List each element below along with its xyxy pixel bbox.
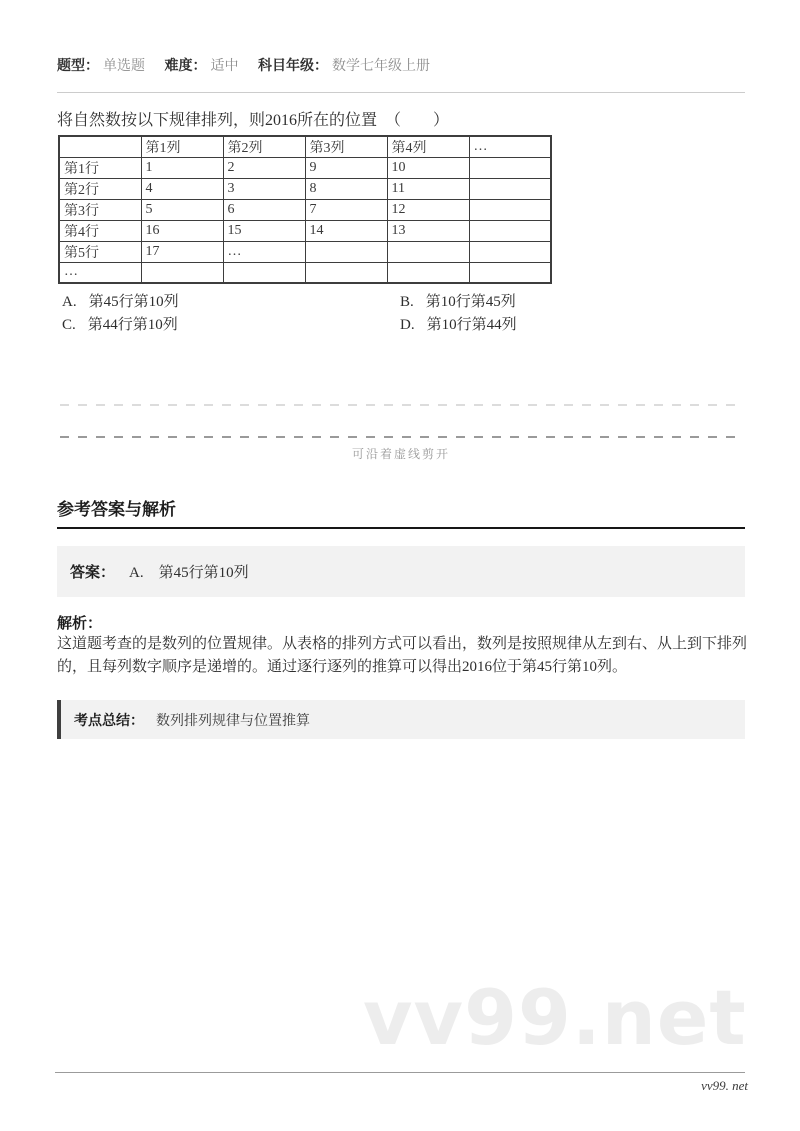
table-cell: 1: [141, 158, 223, 179]
analysis-label: 解析：: [57, 615, 103, 632]
cut-dashed-line-light: [60, 404, 744, 406]
table-cell: 17: [141, 242, 223, 263]
row-label-cell: 第1行: [59, 158, 141, 179]
meta-difficulty-label: 难度：: [164, 57, 207, 73]
table-row: [59, 200, 551, 221]
table-cell: 16: [141, 221, 223, 242]
table-cell: [469, 200, 551, 221]
answer-label: 答案：: [70, 564, 116, 581]
keypoint-label: 考点总结：: [74, 712, 144, 728]
table-header-cell: 第2列: [223, 136, 305, 158]
table-header-cell: 第4列: [387, 136, 469, 158]
option-b-text: 第10行第45列: [425, 294, 516, 310]
header-divider: [57, 92, 745, 93]
meta-difficulty-value: 适中: [210, 59, 239, 74]
watermark: vv99.net: [363, 973, 747, 1062]
table-row: [59, 221, 551, 242]
table-corner-cell: [59, 136, 141, 158]
table-cell: 12: [387, 200, 469, 221]
answer-value: A. 第45行第10列: [129, 565, 249, 581]
question-text: 将自然数按以下规律排列，则2016所在的位置 （ ）: [57, 112, 450, 129]
footer-divider: [55, 1072, 745, 1073]
table-cell: [305, 263, 387, 283]
table-row: [59, 179, 551, 200]
table-cell: 4: [141, 179, 223, 200]
table-cell: …: [223, 242, 305, 263]
table-cell: [469, 263, 551, 283]
table-header-row: [59, 136, 551, 158]
table-cell: [223, 263, 305, 283]
table-cell: 5: [141, 200, 223, 221]
table-cell: [469, 179, 551, 200]
answer-box: [57, 546, 745, 597]
table-cell: [469, 221, 551, 242]
table-cell: [469, 242, 551, 263]
table-cell: [469, 158, 551, 179]
table-cell: 15: [223, 221, 305, 242]
meta-subject-label: 科目年级：: [258, 57, 328, 73]
option-a-key: A.: [62, 294, 77, 310]
keypoint-summary-box: [57, 700, 745, 739]
table-cell: 7: [305, 200, 387, 221]
analysis-text: 这道题考查的是数列的位置规律。从表格的排列方式可以看出，数列是按照规律从左到右、从上到下排列的，且每列数字顺序是递增的。通过逐行逐列的推算可以得出2016位于第45行第10列。: [57, 636, 748, 675]
row-label-cell: 第5行: [59, 242, 141, 263]
option-a-text: 第45行第10列: [88, 294, 179, 310]
keypoint-value: 数列排列规律与位置推算: [156, 714, 310, 729]
option-d-key: D.: [400, 317, 415, 333]
cut-dashed-line-dark: [60, 436, 744, 438]
meta-type-label: 题型：: [57, 57, 99, 73]
table-header-cell: 第1列: [141, 136, 223, 158]
option-d-text: 第10行第44列: [426, 317, 517, 333]
table-cell: [305, 242, 387, 263]
table-cell: 13: [387, 221, 469, 242]
row-label-cell: 第3行: [59, 200, 141, 221]
table-row: [59, 158, 551, 179]
table-cell: 14: [305, 221, 387, 242]
answer-section-heading: 参考答案与解析: [57, 500, 176, 519]
question-meta-bar: [57, 55, 745, 77]
meta-type: [57, 59, 145, 74]
table-cell: [387, 242, 469, 263]
meta-type-value: 单选题: [103, 59, 145, 74]
table-cell: [387, 263, 469, 283]
option-b: [400, 290, 516, 311]
table-header-cell: 第3列: [305, 136, 387, 158]
meta-subject-value: 数学七年级上册: [332, 59, 430, 74]
option-d: [400, 313, 517, 334]
option-b-key: B.: [400, 294, 414, 310]
row-label-cell: …: [59, 263, 141, 283]
row-label-cell: 第4行: [59, 221, 141, 242]
option-c-text: 第44行第10列: [87, 317, 178, 333]
answer-heading-underline: [57, 527, 745, 529]
table-cell: 8: [305, 179, 387, 200]
table-cell: 3: [223, 179, 305, 200]
meta-subject: [258, 59, 430, 74]
row-label-cell: 第2行: [59, 179, 141, 200]
table-header-cell: …: [469, 136, 551, 158]
meta-difficulty: [165, 59, 239, 74]
option-a: [62, 290, 179, 311]
table-cell: 9: [305, 158, 387, 179]
table-cell: 2: [223, 158, 305, 179]
footer-site-text: vv99. net: [701, 1078, 748, 1093]
option-c: [62, 313, 178, 334]
table-row: [59, 263, 551, 283]
number-grid-table: [58, 135, 552, 284]
table-row: [59, 242, 551, 263]
table-cell: [141, 263, 223, 283]
table-cell: 11: [387, 179, 469, 200]
option-c-key: C.: [62, 317, 76, 333]
table-cell: 10: [387, 158, 469, 179]
cut-line-caption: 可沿着虚线剪开: [351, 447, 450, 461]
table-cell: 6: [223, 200, 305, 221]
